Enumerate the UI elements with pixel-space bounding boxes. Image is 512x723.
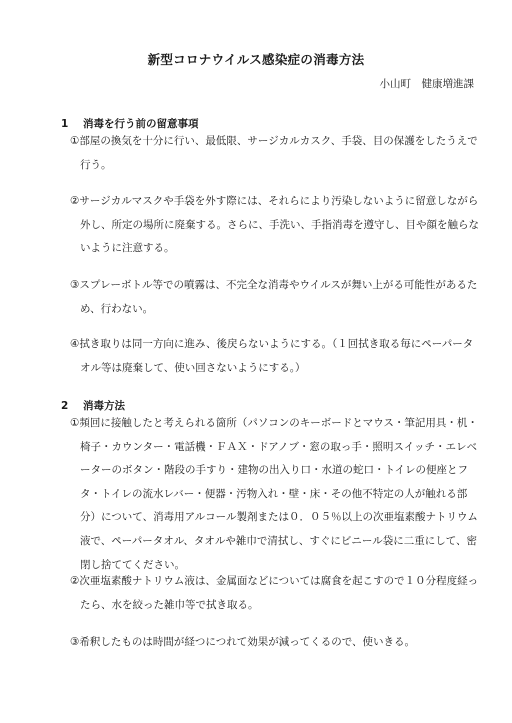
- item-mark: ③: [70, 636, 80, 648]
- section-title: 消毒を行う前の留意事項: [83, 118, 199, 130]
- list-item: [70, 190, 480, 261]
- page-title: 新型コロナウイルス感染症の消毒方法: [147, 52, 365, 67]
- item-mark: ④: [70, 338, 80, 350]
- section-heading-1: [61, 116, 199, 131]
- item-mark: ②: [70, 575, 80, 587]
- list-item: [70, 130, 480, 177]
- list-item: [70, 274, 480, 321]
- list-item: [70, 333, 480, 380]
- item-text: 次亜塩素酸ナトリウム液は、金属面などについては腐食を起こすので１０分程度経ったら、水を絞った雑巾等で拭き取る。: [79, 575, 479, 611]
- item-text: 拭き取りは同一方向に進み、後戻らないようにする。（１回拭き取る毎にペーパータオル等は廃棄して、使い回さないようにする。）: [79, 338, 474, 374]
- item-text: サージカルマスクや手袋を外す際には、それらにより汚染しないように留意しながら外し、所定の場所に廃棄する。さらに、手洗い、手指消毒を遵守し、目や顔を触らないように注意する。: [79, 195, 479, 255]
- item-text: 希釈したものは時間が経つにつれて効果が減ってくるので、使いきる。: [79, 636, 416, 648]
- item-mark: ①: [70, 417, 80, 429]
- item-mark: ①: [70, 135, 80, 147]
- list-item: [70, 412, 480, 577]
- section-heading-2: [61, 398, 125, 413]
- item-mark: ③: [70, 279, 80, 291]
- list-item: [70, 631, 480, 655]
- section-number: 1: [61, 118, 69, 130]
- section-title: 消毒方法: [83, 400, 125, 412]
- list-item: [70, 570, 480, 617]
- section-number: 2: [61, 400, 69, 412]
- department-label: 小山町 健康増進課: [379, 78, 474, 90]
- item-text: 部屋の換気を十分に行い、最低限、サージカルカスク、手袋、目の保護をしたうえで行う。: [79, 135, 478, 171]
- item-mark: ②: [70, 195, 80, 207]
- item-text: 頻回に接触したと考えられる箇所（パソコンのキーボードとマウス・筆記用具・机・椅子・カウンター・電話機・ＦＡＸ・ドアノブ・窓の取っ手・照明スイッチ・エレベーターのボタン・階段の手すり・建物の出入り口・水道の蛇口・トイレの便座とフタ・トイレの流水レバー・便器・汚物入れ・壁・床・その他不特定の人が触れる部分）について、消毒用アルコール製剤または０．０５％以上の次亜塩素酸ナトリウム液で、ペーパータオル、タオルや雑巾で清拭し、すぐにビニール袋に二重にして、密閉し捨ててください。: [79, 417, 478, 571]
- item-text: スプレーボトル等での噴霧は、不完全な消毒やウイルスが舞い上がる可能性があるため、行わない。: [79, 279, 478, 315]
